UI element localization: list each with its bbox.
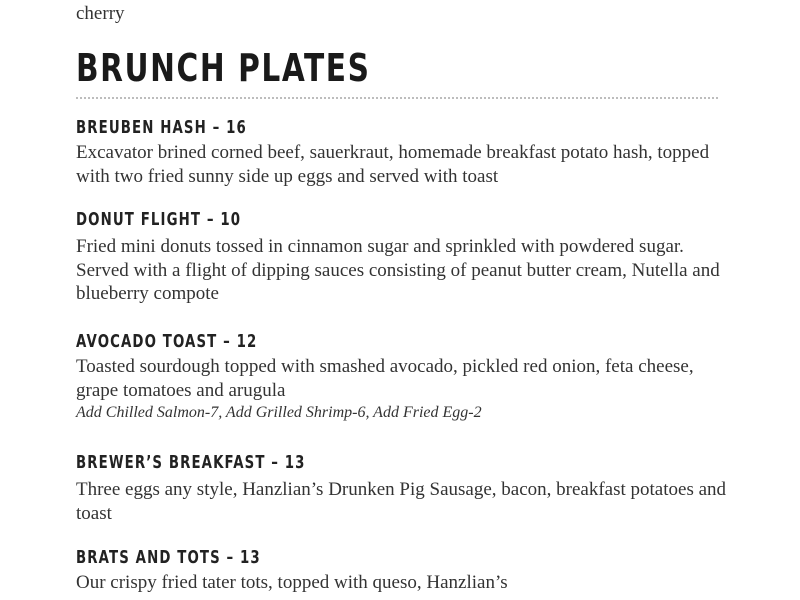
menu-item-title: DONUT FLIGHT – 10 <box>76 209 242 230</box>
previous-item-description-tail: cherry <box>76 3 125 24</box>
menu-item-description: Fried mini donuts tossed in cinnamon sugar and sprinkled with powdered sugar. Served with a flight of dipping sauces consisting of peanut butter cream, Nutella and blueberry compote <box>76 236 720 304</box>
menu-item-addons: Add Chilled Salmon-7, Add Grilled Shrimp-6, Add Fried Egg-2 <box>76 404 482 421</box>
menu-item-description: Toasted sourdough topped with smashed avocado, pickled red onion, feta cheese, grape tomatoes and arugula <box>76 356 694 401</box>
section-title: BRUNCH PLATES <box>76 46 371 90</box>
menu-item-title: AVOCADO TOAST – 12 <box>76 331 258 352</box>
menu-item-title: BREWER’S BREAKFAST – 13 <box>76 452 306 473</box>
menu-item-description: Our crispy fried tater tots, topped with queso, Hanzlian’s <box>76 572 508 593</box>
menu-item-title: BREUBEN HASH – 16 <box>76 117 247 138</box>
menu-item-description: Three eggs any style, Hanzlian’s Drunken Pig Sausage, bacon, breakfast potatoes and toast <box>76 479 727 524</box>
menu-item-title: BRATS AND TOTS – 13 <box>76 547 261 568</box>
menu-item-description: Excavator brined corned beef, sauerkraut, homemade breakfast potato hash, topped with two fried sunny side up eggs and served with toast <box>76 142 710 187</box>
section-divider <box>76 97 718 99</box>
